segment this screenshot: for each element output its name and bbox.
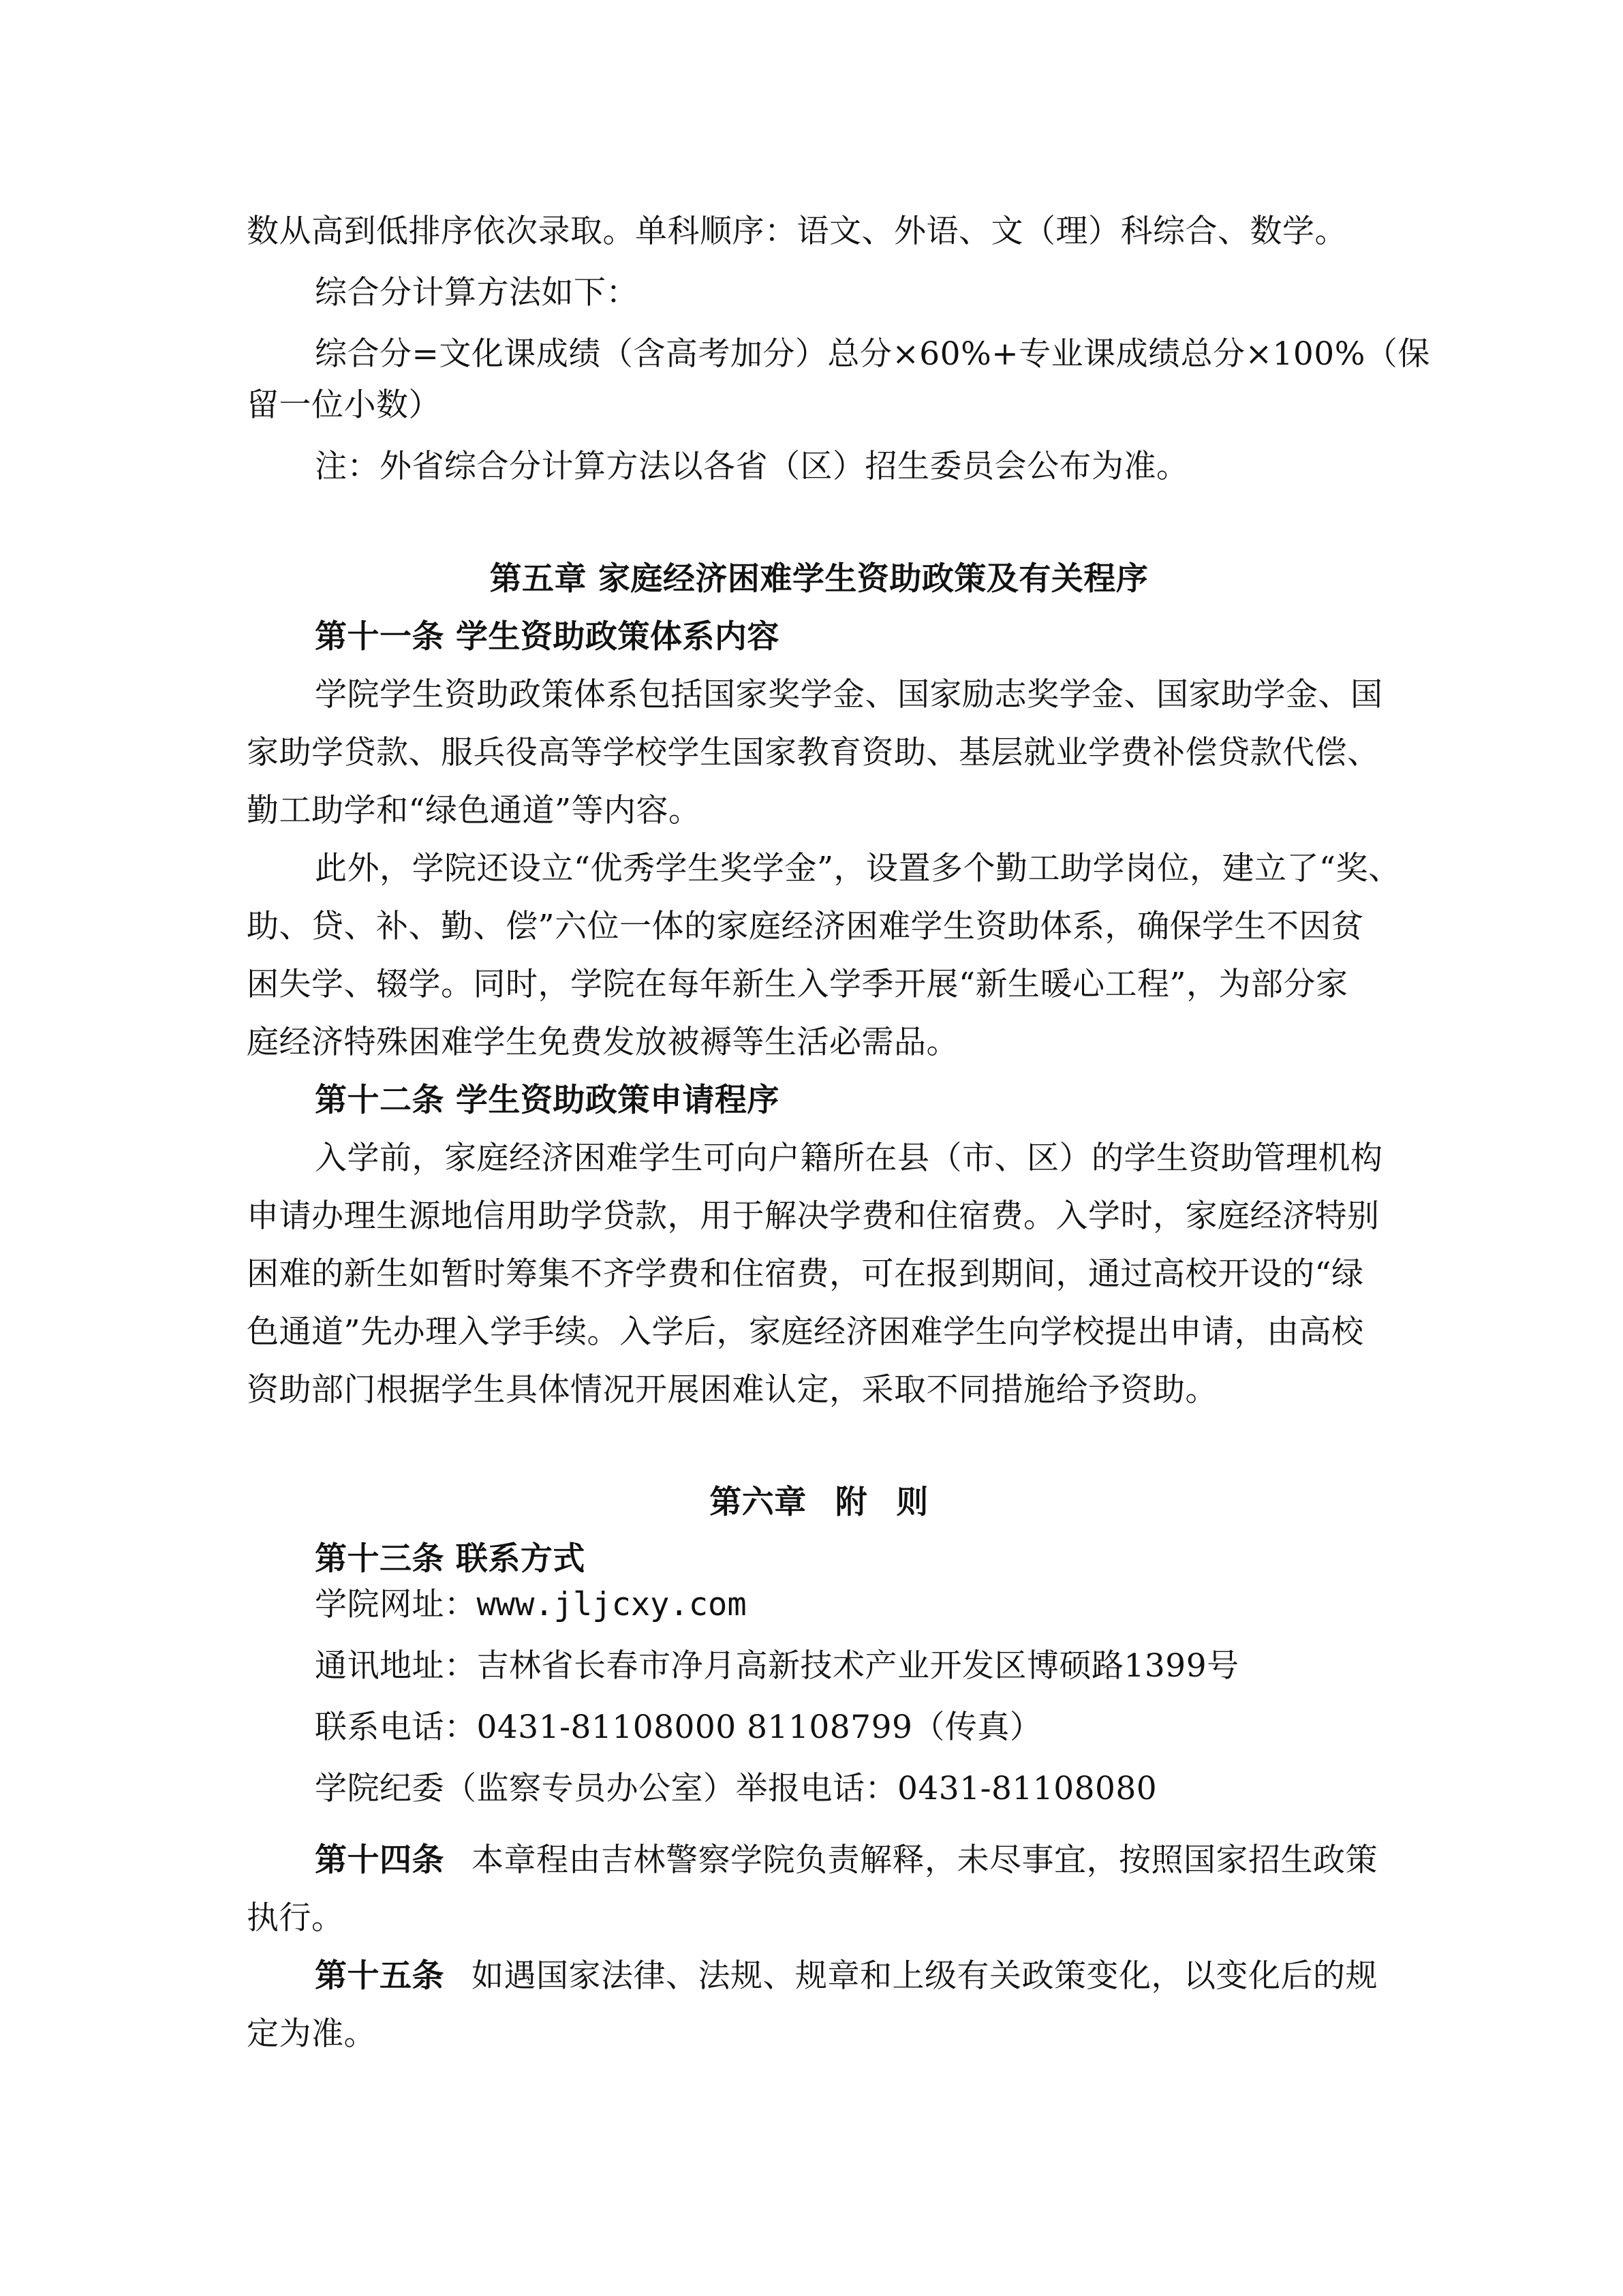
paragraph-line: 学院学生资助政策体系包括国家奖学金、国家励志奖学金、国家助学金、国 [315,676,1383,714]
chapter-title-word: 附 [835,1484,868,1521]
contact-address [315,1646,1459,1687]
formula-line-cont: 留一位小数） [247,386,441,424]
contact-label: 联系电话： [315,1709,477,1746]
contact-report [315,1769,1459,1809]
address-value: 吉林省长春市净月高新技术产业开发区博硕路1399号 [476,1647,1239,1685]
phone-value: 0431-81108000 81108799（传真） [476,1709,1042,1746]
formula-line: 综合分=文化课成绩（含高考加分）总分×60%+专业课成绩总分×100%（保 [315,335,1430,373]
chapter-title-word: 则 [896,1484,929,1521]
contact-phone [315,1707,1459,1748]
article-heading: 第十一条 学生资助政策体系内容 [315,618,779,656]
article-text-cont: 执行。 [247,1899,344,1937]
contact-label: 学院纪委（监察专员办公室）举报电话： [315,1770,897,1807]
paragraph-line: 此外，学院还设立“优秀学生奖学金”，设置多个勤工助学岗位，建立了“奖、 [315,850,1401,887]
article-label: 第十四条 [315,1841,444,1879]
chapter-title: 第五章 家庭经济困难学生资助政策及有关程序 [489,560,1149,598]
article-heading: 第十三条 联系方式 [315,1540,585,1578]
paragraph-line: 勤工助学和“绿色通道”等内容。 [247,792,701,829]
paragraph-line: 数从高到低排序依次录取。单科顺序：语文、外语、文（理）科综合、数学。 [247,213,1347,250]
paragraph-line: 资助部门根据学生具体情况开展困难认定，采取不同措施给予资助。 [247,1371,1218,1409]
contact-label: 学院网址： [315,1586,477,1623]
article-text: 本章程由吉林警察学院负责解释，未尽事宜，按照国家招生政策 [472,1841,1378,1879]
article-text: 如遇国家法律、法规、规章和上级有关政策变化，以变化后的规 [472,1957,1378,1995]
chapter-title [247,1482,1391,1523]
paragraph-line: 入学前，家庭经济困难学生可向户籍所在县（市、区）的学生资助管理机构 [315,1139,1383,1177]
contact-label: 通讯地址： [315,1647,477,1685]
article-heading: 第十二条 学生资助政策申请程序 [315,1082,779,1119]
paragraph-line: 困难的新生如暂时筹集不齐学费和住宿费，可在报到期间，通过高校开设的“绿 [247,1255,1364,1293]
note-text: 注：外省综合分计算方法以各省（区）招生委员会公布为准。 [315,448,1189,485]
paragraph-line: 困失学、辍学。同时，学院在每年新生入学季开展“新生暖心工程”，为部分家 [247,966,1348,1003]
paragraph-line: 色通道”先办理入学手续。入学后，家庭经济困难学生向学校提出申请，由高校 [247,1313,1364,1351]
paragraph-line: 家助学贷款、服兵役高等学校学生国家教育资助、基层就业学费补偿贷款代偿、 [247,734,1380,771]
paragraph-line: 庭经济特殊困难学生免费发放被褥等生活必需品。 [247,1024,959,1061]
article-text-cont: 定为准。 [247,2015,376,2053]
article-14 [315,1840,1459,1881]
report-phone-value: 0431-81108080 [897,1770,1158,1807]
article-label: 第十五条 [315,1957,444,1995]
contact-website [315,1585,1459,1625]
paragraph-line: 申请办理生源地信用助学贷款，用于解决学费和住宿费。入学时，家庭经济特别 [247,1197,1380,1235]
article-15 [315,1956,1459,1997]
chapter-title-number: 第六章 [709,1484,807,1521]
website-link[interactable]: www.jljcxy.com [476,1586,747,1623]
paragraph-line: 助、贷、补、勤、偿”六位一体的家庭经济困难学生资助体系，确保学生不因贫 [247,908,1364,945]
formula-intro: 综合分计算方法如下： [315,274,638,311]
